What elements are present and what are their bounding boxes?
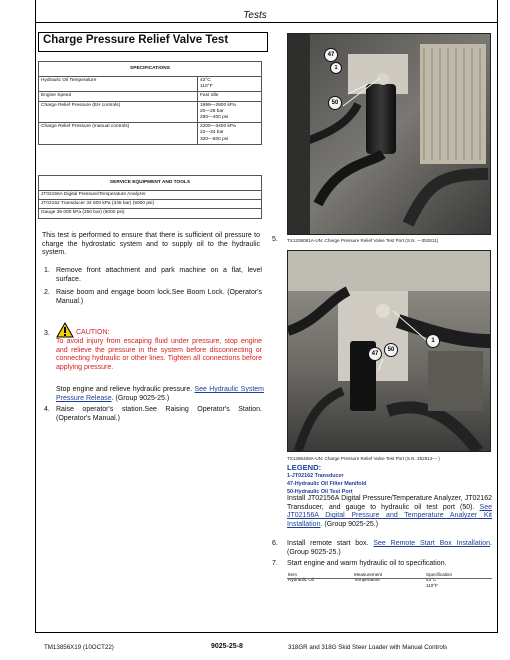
spec-celsius: 43°C [426, 577, 437, 583]
table-row [39, 123, 262, 145]
step-number: 4. [44, 406, 50, 413]
hydraulic-pressure-release-link[interactable]: See Hydraulic System Pressure Release [56, 386, 264, 402]
item-cell: Hydraulic Oil [288, 577, 315, 583]
specifications-table [38, 61, 262, 145]
measurement-cell: Temperature [354, 577, 380, 583]
step-2 [44, 289, 264, 307]
step-text: Start engine and warm hydraulic oil to specification. [287, 560, 447, 567]
table-row [39, 209, 262, 218]
spec-label: Charge Relief Pressure (EH controls) [39, 101, 198, 123]
table-row [39, 77, 262, 92]
spec-label: Charge Relief Pressure (manual controls) [39, 123, 198, 145]
photo-caption-1: TX1208081A-UN: Charge Pressure Relief Valve Test Port (S.N. —352811) [287, 238, 439, 243]
analyzer-kit-installation-link[interactable]: See JT02156A Digital Pressure and Temperature Analyzer Kit Installation [287, 503, 492, 528]
spec-fahrenheit: 110°F [426, 582, 438, 588]
footer-page-number: 9025-25-8 [211, 643, 243, 650]
legend-title: LEGEND: [287, 463, 322, 472]
equipment-heading: SERVICE EQUIPMENT AND TOOLS [39, 176, 262, 191]
legend-item: 47-Hydraulic Oil Filter Manifold [287, 481, 367, 487]
machine-photo-1 [288, 34, 490, 234]
photo-test-port-late [287, 250, 491, 452]
intro-paragraph: This test is performed to ensure that there is sufficient oil pressure to charge the hydrostatic system and to supply oil to the hydraulic system. [42, 232, 260, 257]
photo-test-port-early [287, 33, 491, 235]
step-ref: . (Group 9025-25.) [287, 540, 492, 556]
specification-cell [425, 577, 487, 588]
table-row [39, 200, 262, 209]
step-text: Stop engine and relieve hydraulic pressure. [56, 386, 193, 393]
step-3-instruction [56, 386, 264, 404]
specification-mini-table [287, 572, 487, 588]
spec-label: Hydraulic Oil Temperature [39, 77, 198, 92]
step-number: 6. [272, 540, 278, 547]
step-ref: . (Group 9025-25.) [111, 394, 170, 402]
service-equipment-table [38, 175, 262, 219]
install-ref: . (Group 9025-25.) [320, 520, 379, 528]
legend-item: 1-JT02162 Transducer [287, 473, 344, 479]
column-header: Specification [426, 572, 453, 577]
step-number: 1. [44, 267, 50, 274]
table-row [39, 101, 262, 123]
footer-rule [35, 632, 498, 633]
callout-1: 1 [330, 62, 342, 74]
photo-caption-2: TX1285468A-UN: Charge Pressure Relief Valve Test Port (S.N. 352812— ) [287, 456, 440, 461]
spec-heading: SPECIFICATIONS [39, 62, 262, 77]
callout-47: 47 [368, 347, 382, 361]
page-title-box [38, 32, 268, 52]
left-border [35, 0, 36, 632]
step-4 [44, 406, 264, 424]
equipment-item: JT02162 Transducer 34 500 kPa (345 bar) (5000 psi) [39, 200, 262, 209]
footer-model: 318GR and 318G Skid Steer Loader with Manual Controls [288, 644, 448, 651]
equipment-item: Gauge 35 000 kPa (350 bar) (5000 psi) [39, 209, 262, 218]
remote-start-box-link[interactable]: See Remote Start Box Installation [373, 540, 491, 547]
callout-50: 50 [328, 96, 342, 110]
spec-label: Engine Speed [39, 92, 198, 101]
callout-47: 47 [324, 48, 338, 62]
step-number: 2. [44, 289, 50, 296]
step-text: Raise boom and engage boom lock.See Boom Lock. (Operator's Manual.) [56, 289, 262, 305]
header-rule [35, 22, 498, 23]
caution-text: To avoid injury from escaping fluid under pressure, stop engine and relieve the pressure in the system before disconnecting or connecting hydraulic or other lines. Tighten all connections before applying pressure. [56, 338, 262, 371]
spec-value: Fast Idle [198, 92, 262, 101]
section-header: Tests [243, 10, 267, 21]
equipment-item: JT02156A Digital Pressure/Temperature Analyzer [39, 191, 262, 200]
footer-doc-id: TM13856X19 (10OCT22) [44, 644, 114, 651]
callout-1: 1 [426, 334, 440, 348]
step-number: 7. [272, 560, 278, 567]
right-border [497, 0, 498, 632]
column-header: Measurement [354, 572, 383, 577]
install-text: Install JT02156A Digital Pressure/Temperature Analyzer, JT02162 Transducer, and gauge to hydraulic oil test port (50). [287, 495, 492, 511]
table-row [39, 92, 262, 101]
step-1 [44, 267, 264, 285]
install-instruction [287, 495, 492, 529]
mini-table-rule [287, 578, 492, 579]
spec-value: 1999—2800 kPa 20—28 bar 290—400 psi [198, 101, 262, 123]
callout-50: 50 [384, 343, 398, 357]
step-text: Raise operator's station.See Raising Operator's Station. (Operator's Manual.) [56, 406, 262, 422]
spec-value: 43°C 110°F [198, 77, 262, 92]
column-header: Item [288, 572, 297, 577]
table-row [287, 577, 487, 588]
step-text: Install remote start box. [287, 540, 369, 547]
step-5-number: 5. [272, 236, 278, 243]
legend-item: 50-Hydraulic Oil Test Port [287, 489, 353, 495]
page-title: Charge Pressure Relief Valve Test [43, 34, 229, 46]
caution-label: CAUTION: [76, 329, 110, 336]
table-row [39, 191, 262, 200]
warning-triangle-icon [56, 322, 74, 338]
spec-value: 2200—3400 kPa 22—34 bar 320—500 psi [198, 123, 262, 145]
step-text: Remove front attachment and park machine on a flat, level surface. [56, 267, 262, 283]
step-number: 3. [44, 330, 50, 337]
step-3 [44, 322, 264, 382]
